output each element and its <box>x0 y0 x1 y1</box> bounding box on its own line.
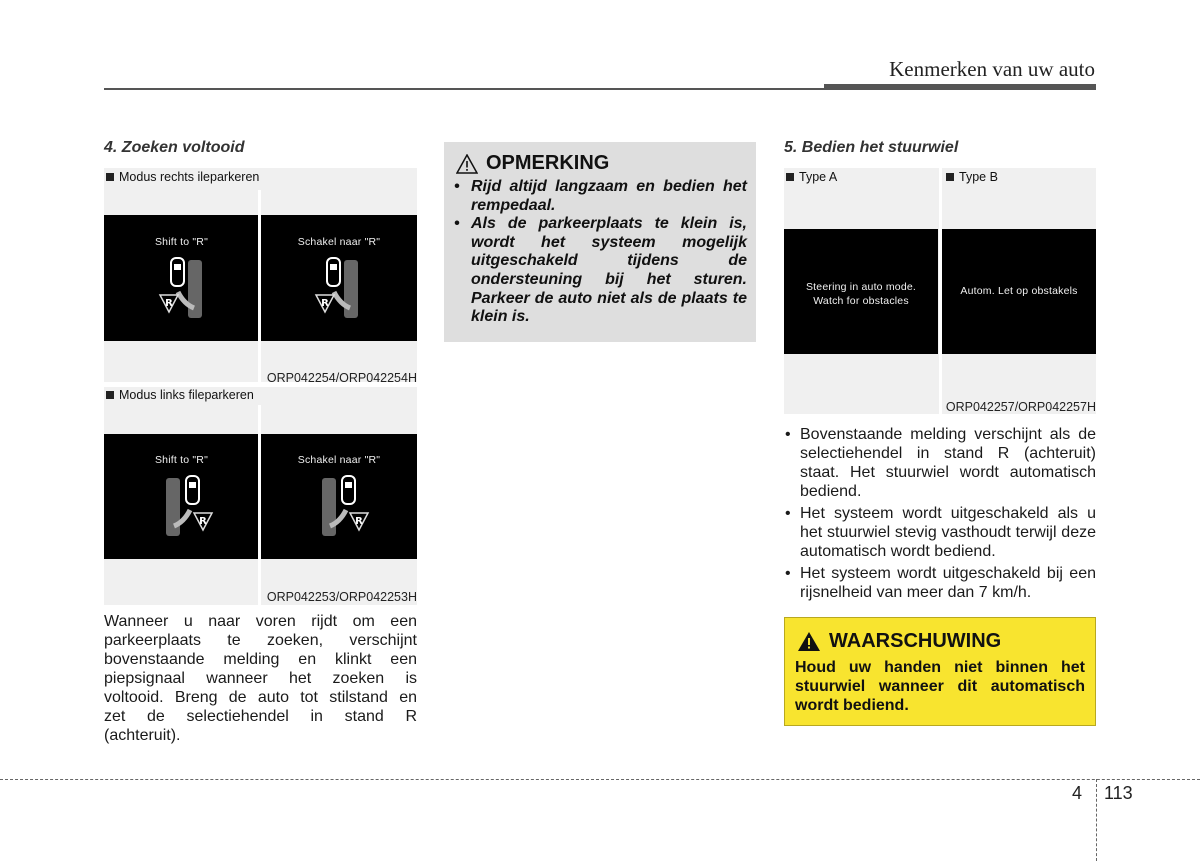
note-item: • Rijd altijd langzaam en bedien het rempedaal. <box>454 178 747 215</box>
square-bullet-icon <box>106 173 114 181</box>
figure-code-3: ORP042257/ORP042257H <box>945 400 1096 414</box>
footer-dashed-rule <box>0 779 1200 780</box>
body-line: (achteruit). <box>104 727 181 744</box>
screen-text-shift-to-r: Shift to "R" <box>154 454 209 466</box>
bullet-item: • Het systeem wordt uitgeschakeld bij een rijsnelheid van meer dan 7 km/h. <box>785 564 1096 602</box>
warning-heading <box>797 630 1001 653</box>
screen-text-shift-to-r: Shift to "R" <box>154 236 209 248</box>
figure-divider <box>258 190 261 382</box>
warning-title: WAARSCHUWING <box>829 630 1002 652</box>
body-line: bovenstaande melding en klinkt een <box>104 651 417 668</box>
chapter-number: 4 <box>1072 783 1083 803</box>
section-title-steering: 5. Bedien het stuurwiel <box>784 139 959 156</box>
gear-r-label: R <box>321 298 329 309</box>
note-box <box>444 142 756 342</box>
square-bullet-icon <box>946 173 954 181</box>
parking-left-graphic-nl <box>318 470 388 542</box>
screen-text-type-b: Autom. Let op obstakels <box>960 285 1078 297</box>
type-a-label: Type A <box>799 170 838 184</box>
parking-left-graphic <box>162 470 232 542</box>
bullet-item: • Bovenstaande melding verschijnt als de selectiehendel in stand R (achteruit) staat. Het stuurwiel wordt automatisch bediend. <box>785 425 1096 501</box>
page-header-title: Kenmerken van uw auto <box>889 57 1095 81</box>
type-b-caption <box>946 170 998 184</box>
square-bullet-icon <box>106 391 114 399</box>
bullet-item: • Het systeem wordt uitgeschakeld als u het stuurwiel stevig vasthoudt terwijl deze automatisch wordt bediend. <box>785 504 1096 561</box>
note-item: • Als de parkeerplaats te klein is, wordt het systeem mogelijk uitgeschakeld tijdens de ondersteuning bij het sturen. Parkeer de auto niet als de plaats te klein is. <box>454 215 747 327</box>
body-paragraph-search <box>104 612 417 745</box>
figure-caption-text: Modus links fileparkeren <box>119 388 254 402</box>
figure-caption-text: Modus rechts ileparkeren <box>119 170 260 184</box>
screen-text-type-a <box>784 280 938 308</box>
figure-code-2: ORP042253/ORP042253H <box>266 590 417 604</box>
header-rule-accent <box>824 84 1096 90</box>
warning-triangle-icon <box>797 631 821 652</box>
note-title: OPMERKING <box>486 152 610 174</box>
figure-caption-right-parallel <box>106 170 259 184</box>
footer-dashed-divider <box>1096 779 1097 861</box>
warning-triangle-icon <box>456 154 478 174</box>
warning-box <box>784 617 1096 726</box>
gear-r-label: R <box>355 516 363 527</box>
type-a-caption <box>786 170 837 184</box>
screen-text-schakel-naar-r: Schakel naar "R" <box>297 236 381 248</box>
parking-right-graphic <box>150 252 220 324</box>
gear-r-label: R <box>165 298 173 309</box>
parking-right-graphic-nl <box>306 252 376 324</box>
screen-text-line: Watch for obstacles <box>813 295 909 307</box>
body-line: parkeerplaats te zoeken, verschijnt <box>104 632 417 649</box>
steering-bullets <box>785 425 1096 605</box>
page-number: 113 <box>1104 783 1133 803</box>
body-line: voltooid. Breng de auto tot stilstand en <box>104 689 417 706</box>
gear-r-label: R <box>199 516 207 527</box>
note-heading <box>456 152 609 175</box>
body-line: zet de selectiehendel in stand R <box>104 708 417 725</box>
body-line: piepsignaal wanneer het zoeken is <box>104 670 417 687</box>
type-b-label: Type B <box>959 170 998 184</box>
section-title-search-complete: 4. Zoeken voltooid <box>104 139 245 156</box>
square-bullet-icon <box>786 173 794 181</box>
figure-code-1: ORP042254/ORP042254H <box>266 371 417 385</box>
figure-caption-left-parallel <box>106 388 254 402</box>
note-list <box>454 178 747 327</box>
figure-divider <box>258 405 261 605</box>
screen-text-line: Steering in auto mode. <box>805 281 917 293</box>
warning-text: Houd uw handen niet binnen het stuurwiel wanneer dit automatisch wordt bediend. <box>795 659 1085 714</box>
screen-text-schakel-naar-r: Schakel naar "R" <box>297 454 381 466</box>
body-line: Wanneer u naar voren rijdt om een <box>104 613 417 630</box>
